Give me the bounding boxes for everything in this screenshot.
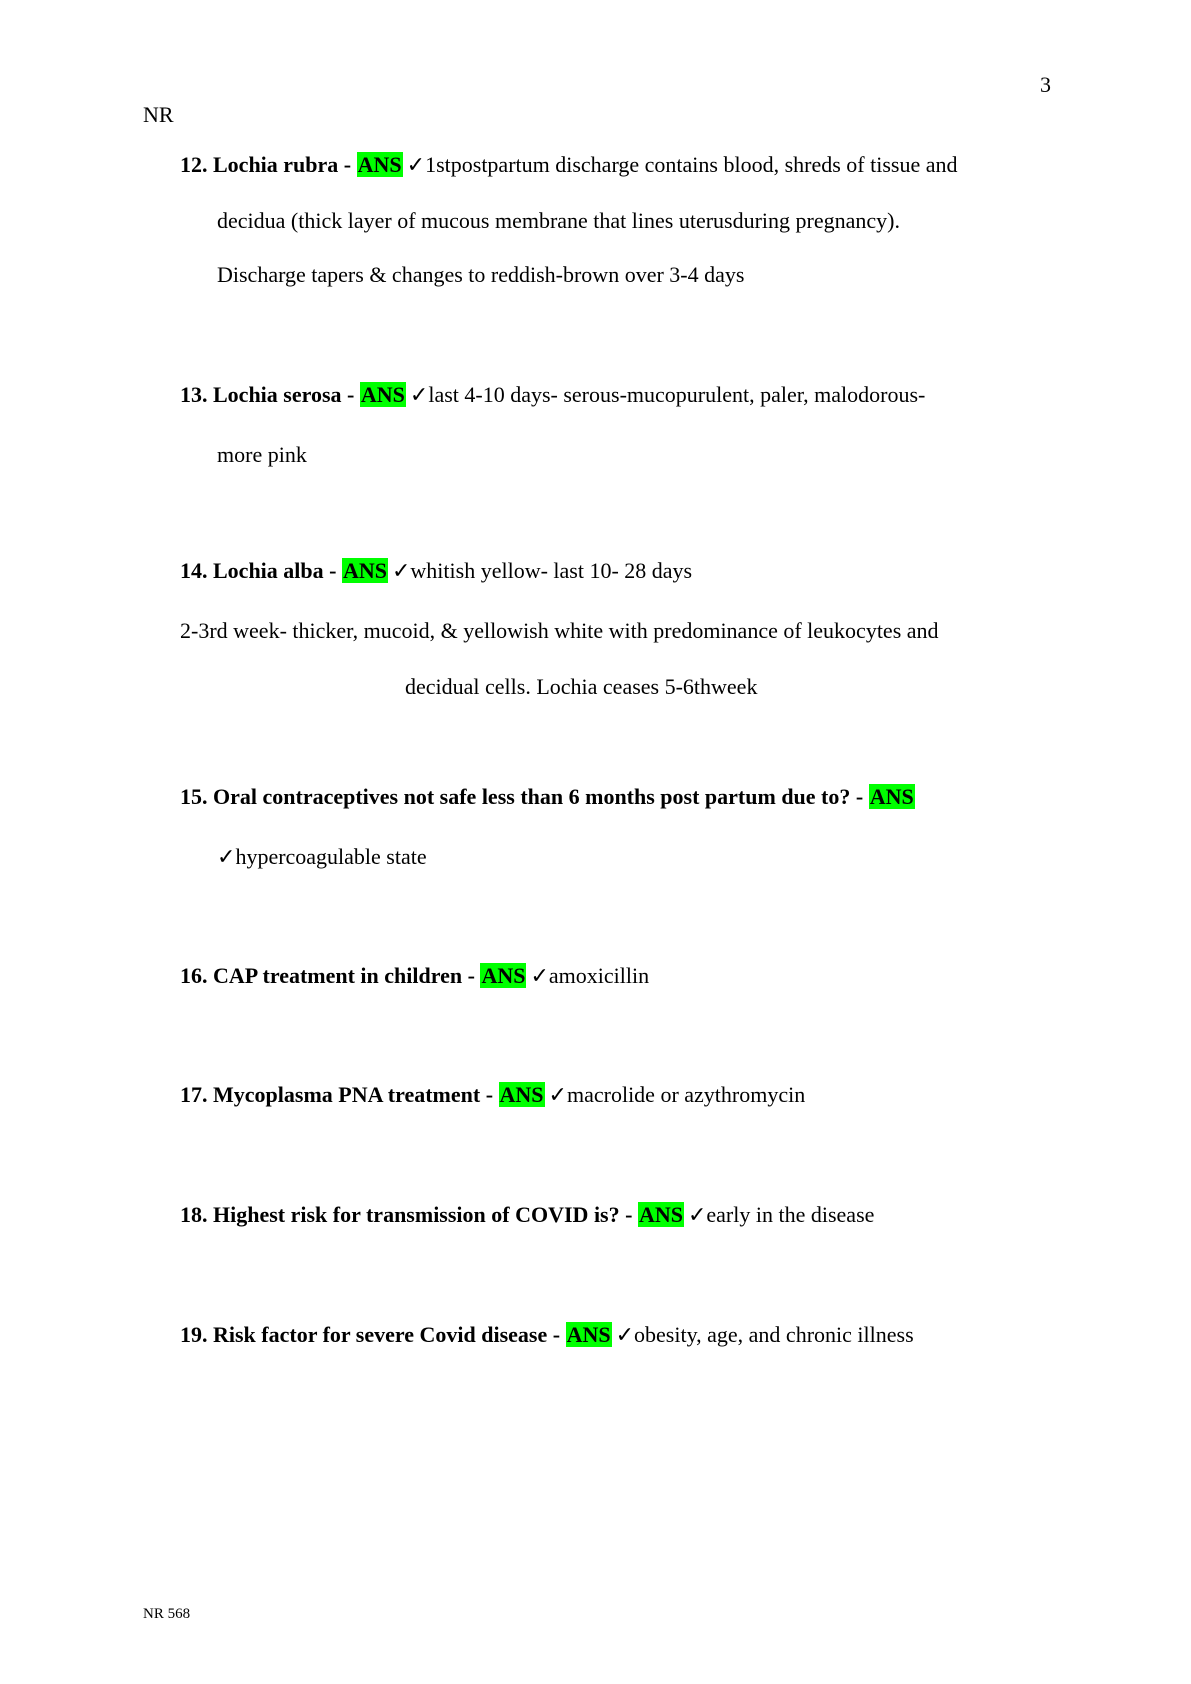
ans-label: ANS [360,382,405,407]
question-text: 18. Highest risk for transmission of COVID is? - [180,1202,638,1227]
qa-12-first-line [180,150,957,180]
question-text: 12. Lochia rubra - [180,152,357,177]
answer-text: 2-3rd week- thicker, mucoid, & yellowish white with predominance of leukocytes and [180,618,939,643]
answer-text: 1stpostpartum discharge contains blood, shreds of tissue and [425,152,958,177]
ans-label: ANS [357,152,402,177]
answer-text: last 4-10 days- serous-mucopurulent, paler, malodorous- [428,382,926,407]
qa-15-first-line [180,782,915,812]
answer-text: more pink [217,442,307,467]
answer-text: hypercoagulable state [235,844,427,869]
question-text: 13. Lochia serosa - [180,382,360,407]
answer-text: macrolide or azythromycin [566,1082,806,1107]
check-icon: ✓ [217,844,236,869]
qa-14-first-line [180,556,692,586]
ans-label: ANS [342,558,387,583]
check-icon: ✓ [406,152,426,177]
qa-17-first-line [180,1080,805,1110]
page-number: 3 [1040,72,1051,97]
qa-19-first-line [180,1320,914,1350]
answer-text: obesity, age, and chronic illness [634,1322,914,1347]
qa-18-first-line [180,1200,874,1230]
ans-label: ANS [638,1202,683,1227]
ans-label: ANS [869,784,914,809]
qa-16-first-line [180,961,649,991]
answer-text: whitish yellow- last 10- 28 days [410,558,693,583]
ans-label: ANS [499,1082,544,1107]
answer-text: early in the disease [706,1202,875,1227]
qa-13-first-line [180,380,925,410]
check-icon: ✓ [391,558,411,583]
check-icon: ✓ [615,1322,635,1347]
ans-label: ANS [481,963,526,988]
page-footer: NR 568 [143,1606,191,1622]
answer-text: decidual cells. Lochia ceases 5-6thweek [405,674,758,699]
question-text: 16. CAP treatment in children - [180,963,481,988]
ans-label: ANS [566,1322,611,1347]
page-header: NR [143,102,174,127]
answer-text: decidua (thick layer of mucous membrane that lines uterusduring pregnancy). [217,208,900,233]
answer-text: Discharge tapers & changes to reddish-brown over 3-4 days [217,262,745,287]
qa-15-second-line [217,842,427,872]
check-icon: ✓ [687,1202,707,1227]
question-text: 19. Risk factor for severe Covid disease - [180,1322,566,1347]
check-icon: ✓ [409,382,429,407]
question-text: 15. Oral contraceptives not safe less than 6 months post partum due to? - [180,784,869,809]
check-icon: ✓ [530,963,549,988]
answer-text: amoxicillin [548,963,650,988]
check-icon: ✓ [548,1082,567,1107]
question-text: 14. Lochia alba - [180,558,342,583]
question-text: 17. Mycoplasma PNA treatment - [180,1082,499,1107]
